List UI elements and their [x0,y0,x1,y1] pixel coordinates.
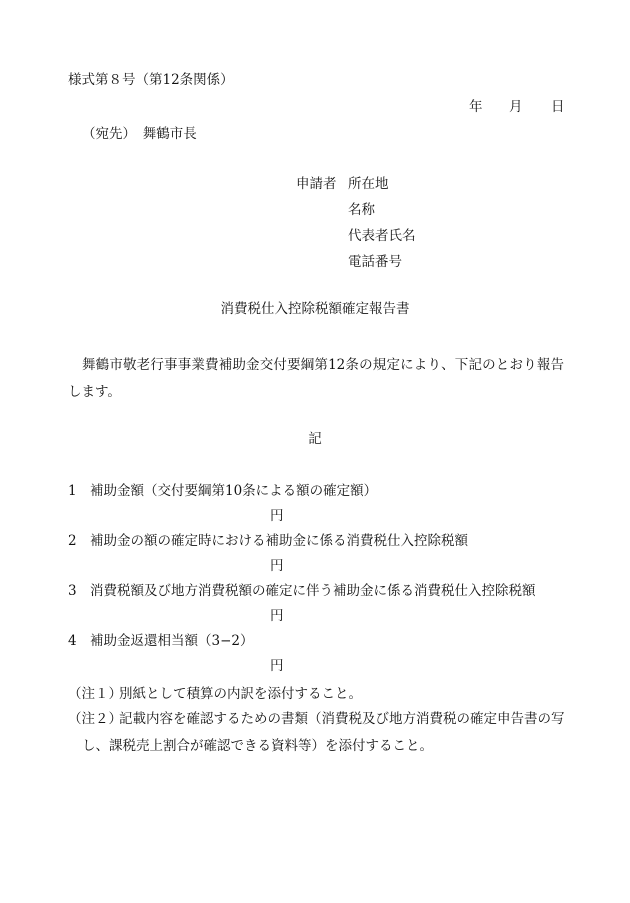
item-number: 2 [68,533,77,549]
applicant-fields [348,178,416,282]
applicant-field-name: 名称 [348,202,375,218]
body-paragraph: 舞鶴市敬老行事事業費補助金交付要綱第12条の規定により、下記のとおり報告します。 [68,357,564,400]
note-text: 別紙として積算の内訳を添付すること。 [119,686,362,702]
item-number: 1 [68,483,77,499]
addressee: （宛先） 舞鶴市長 [82,126,197,142]
form-number: 様式第８号（第12条関係） [68,72,234,88]
item-3 [68,585,536,599]
item-label: 消費税額及び地方消費税額の確定に伴う補助金に係る消費税仕入控除税額 [90,583,536,599]
item-1 [68,485,377,499]
note-2-continuation: し、課税売上割合が確認できる資料等）を添付すること。 [82,738,433,754]
applicant-field-phone: 電話番号 [348,254,402,270]
date-line [469,101,565,115]
item-1-unit: 円 [270,508,284,524]
item-3-unit: 円 [270,608,284,624]
note-2 [68,713,565,727]
applicant-label: 申請者 [296,176,337,192]
document-title: 消費税仕入控除税額確定報告書 [220,301,410,317]
item-label: 補助金額（交付要綱第10条による額の確定額） [90,483,378,499]
applicant-field-address: 所在地 [348,176,389,192]
date-month-label: 月 [509,99,523,115]
applicant-field-representative: 代表者氏名 [348,228,416,244]
note-text: 記載内容を確認するための書類（消費税及び地方消費税の確定申告書の写 [119,711,565,727]
note-label: （注１） [68,686,122,702]
date-year-label: 年 [469,99,483,115]
note-1 [68,688,362,702]
date-day-label: 日 [551,99,565,115]
item-number: 3 [68,583,77,599]
item-label: 補助金の額の確定時における補助金に係る消費税仕入控除税額 [90,533,468,549]
item-2-unit: 円 [270,558,284,574]
item-4-unit: 円 [270,658,284,674]
item-2 [68,535,468,549]
item-4 [68,635,254,649]
item-number: 4 [68,633,77,649]
ki-heading: 記 [308,431,322,447]
note-label: （注２） [68,711,122,727]
item-label: 補助金返還相当額（3−2） [90,633,254,649]
